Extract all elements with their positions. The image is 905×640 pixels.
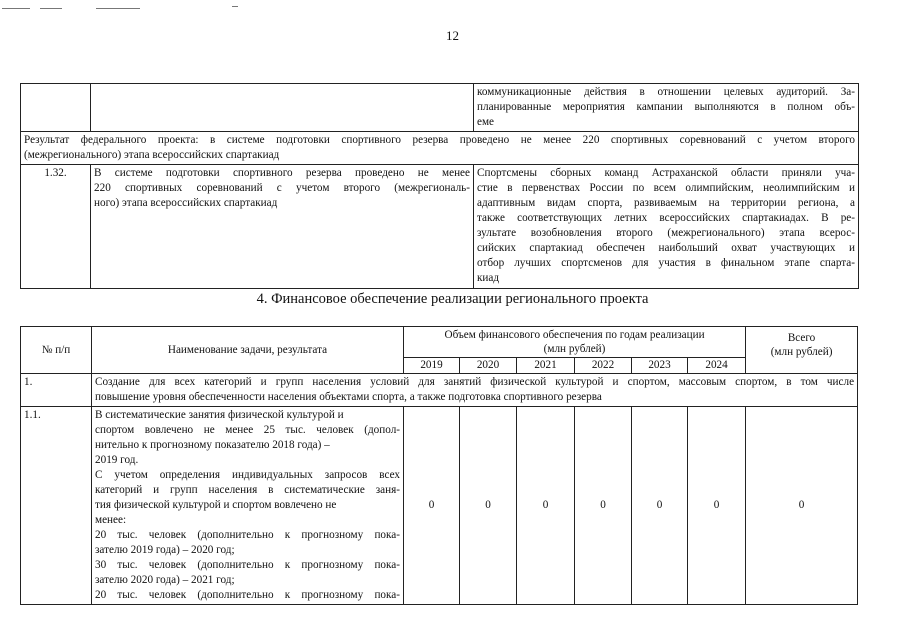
value-2022: 0: [575, 407, 632, 605]
result-name: В системе подготовки спортивного резерва проведено не менее 220 спортивных соревнований с учетом второго (межрегиональ- ного) этапа всероссийских спартакиад: [91, 165, 474, 289]
header-num: № п/п: [21, 327, 92, 374]
header-volume: Объем финансового обеспечения по годам реализации (млн рублей): [404, 327, 746, 358]
scan-artifact: [232, 6, 238, 7]
value-2024: 0: [688, 407, 746, 605]
value-2019: 0: [404, 407, 460, 605]
top-table: [20, 83, 859, 289]
federal-result-text: Результат федерального проекта: в системе подготовки спортивного резерва проведено не менее 220 спортивных соревнований с учетом второго (межрегионального) этапа всероссийских спартакиад: [21, 132, 859, 165]
value-total: 0: [746, 407, 858, 605]
value-2021: 0: [517, 407, 575, 605]
value-2023: 0: [632, 407, 688, 605]
result-description: Спортсмены сборных команд Астраханской области приняли уча- стие в первенствах России по всем олимпийским, неолимпийским и адаптивным видам спорта, развиваемым на территории региона, а также соответствующих летних всероссийских спартакиадах. В ре- зультате возобновления второго (межрегионального) этапа всерос- сийских спартакиад обеспечен наибольший охват участвующих и отбор лучших спортсменов для участия в финальном этапе спарта- киад: [474, 165, 859, 289]
year-2023: 2023: [632, 358, 688, 374]
header-name: Наименование задачи, результата: [92, 327, 404, 374]
table-row: [21, 165, 859, 289]
cell-empty: [21, 84, 91, 132]
header-row: [21, 327, 858, 358]
year-2022: 2022: [575, 358, 632, 374]
federal-result-row: [21, 132, 859, 165]
task-text: Создание для всех категорий и групп населения условий для занятий физической культурой и спортом, массовым спортом, в том числе повышение уровня обеспеченности населения объектами спорта, а также подготовка спортивного резерва: [92, 374, 858, 407]
result-row: [21, 407, 858, 605]
task-row: [21, 374, 858, 407]
scan-artifact: [2, 8, 30, 9]
section-title: 4. Финансовое обеспечение реализации регионального проекта: [256, 291, 649, 307]
result-description: коммуникационные действия в отношении целевых аудиторий. За- планированные мероприятия кампании выполняются в полном объ- еме: [474, 84, 859, 132]
row-number: 1.1.: [21, 407, 92, 605]
year-2019: 2019: [404, 358, 460, 374]
year-2020: 2020: [460, 358, 517, 374]
value-2020: 0: [460, 407, 517, 605]
row-number: 1.32.: [21, 165, 91, 289]
year-2024: 2024: [688, 358, 746, 374]
year-2021: 2021: [517, 358, 575, 374]
page-number: 12: [446, 28, 459, 43]
scan-artifact: [96, 8, 140, 9]
finance-table: [20, 326, 858, 605]
table-row: [21, 84, 859, 132]
scan-artifact: [40, 8, 62, 9]
header-total: Всего (млн рублей): [746, 327, 858, 374]
result-text: В систематические занятия физической культурой и спортом вовлечено не менее 25 тыс. человек (допол- нительно к прогнозному показателю 2018 года) – 2019 год. С учетом определения индивидуальных запросов всех категорий и групп населения в систематические заня- тия физической культурой и спортом вовлечено не менее: 20 тыс. человек (дополнительно к прогнозному пока- зателю 2019 года) – 2020 год; 30 тыс. человек (дополнительно к прогнозному пока- зателю 2020 года) – 2021 год; 20 тыс. человек (дополнительно к прогнозному пока-: [92, 407, 404, 605]
row-number: 1.: [21, 374, 92, 407]
cell-empty: [91, 84, 474, 132]
